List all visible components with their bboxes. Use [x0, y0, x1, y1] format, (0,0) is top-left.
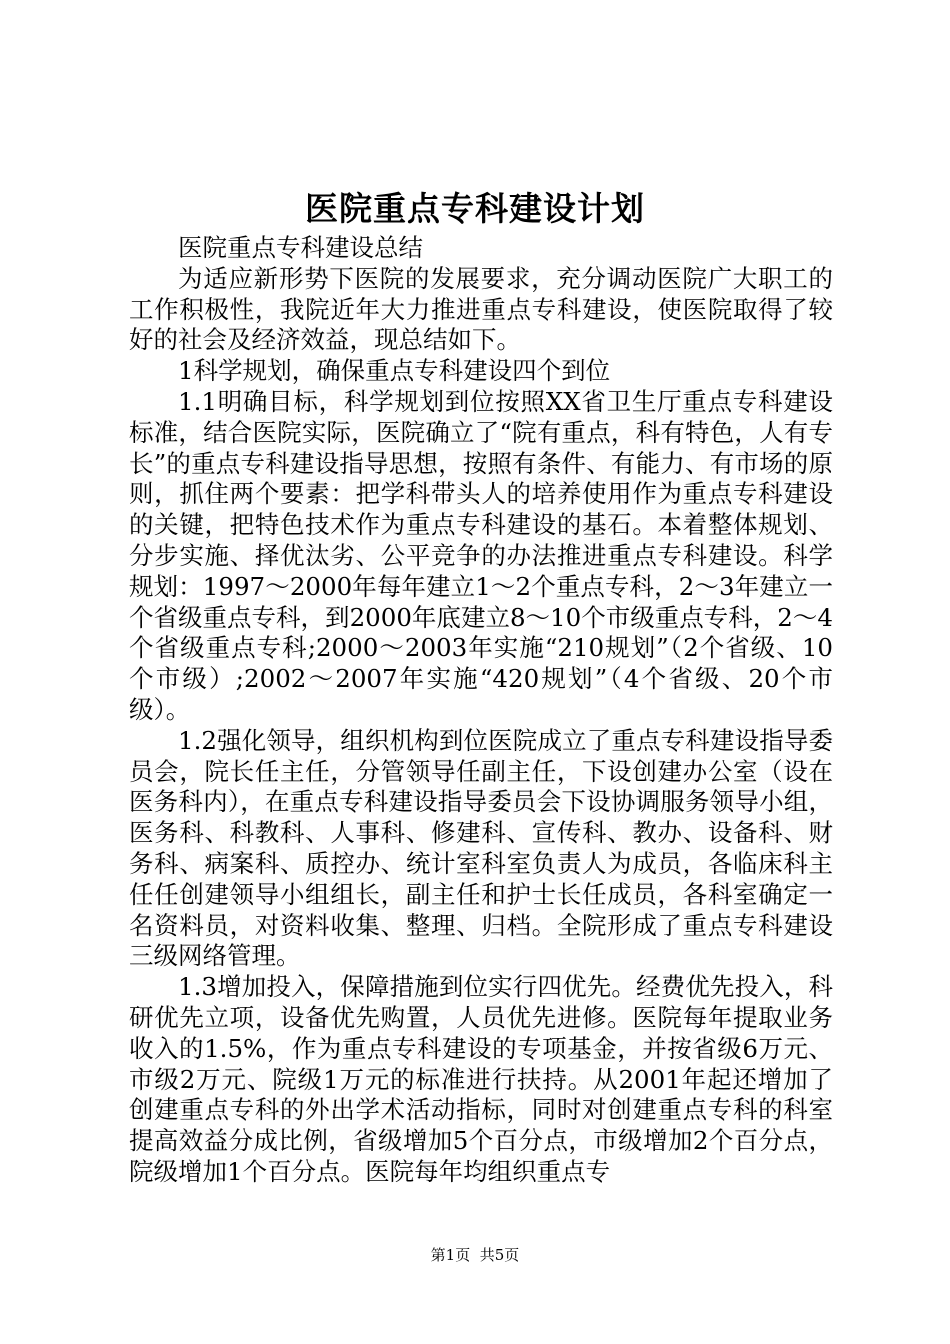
paragraph-subtitle: 医院重点专科建设总结	[178, 233, 423, 262]
paragraph-section-1-1: 1.1明确目标，科学规划到位按照XX省卫生厅重点专科建设标准，结合医院实际，医院确立了“院有重点，科有特色，人有专长”的重点专科建设指导思想，按照有条件、有能力、有市场的原则，抓住两个要素：把学科带头人的培养使用作为重点专科建设的关键，把特色技术作为重点专科建设的基石。本着整体规划、分步实施、择优汰劣、公平竞争的办法推进重点专科建设。科学规划：1997～2000年每年建立1～2个重点专科，2～3年建立一个省级重点专科，到2000年底建立8～10个市级重点专科，2～4个省级重点专科;2000～2003年实施“210规划”（2个省级、10个市级）;2002～2007年实施“420规划”（4个省级、20个市级）。	[129, 386, 833, 724]
footer-spacer	[470, 1246, 480, 1264]
document-body	[129, 233, 833, 1188]
paragraph-section-1-3: 1.3增加投入，保障措施到位实行四优先。经费优先投入，科研优先立项，设备优先购置，人员优先进修。医院每年提取业务收入的1.5%，作为重点专科建设的专项基金，并按省级6万元、市级2万元、院级1万元的标准进行扶持。从2001年起还增加了创建重点专科的外出学术活动指标，同时对创建重点专科的科室提高效益分成比例，省级增加5个百分点，市级增加2个百分点，院级增加1个百分点。医院每年均组织重点专	[129, 972, 833, 1186]
paragraph-intro: 为适应新形势下医院的发展要求，充分调动医院广大职工的工作积极性，我院近年大力推进重点专科建设，使医院取得了较好的社会及经济效益，现总结如下。	[129, 263, 833, 355]
page-number: 第1页	[430, 1246, 471, 1264]
page-footer	[0, 1245, 950, 1265]
page-total: 共5页	[479, 1246, 520, 1264]
document-title: 医院重点专科建设计划	[305, 189, 645, 228]
paragraph-section-1-2: 1.2强化领导，组织机构到位医院成立了重点专科建设指导委员会，院长任主任，分管领导任副主任，下设创建办公室（设在医务科内），在重点专科建设指导委员会下设协调服务领导小组，医务科、科教科、人事科、修建科、宣传科、教办、设备科、财务科、病案科、质控办、统计室科室负责人为成员，各临床科主任任创建领导小组组长，副主任和护士长任成员，各科室确定一名资料员，对资料收集、整理、归档。全院形成了重点专科建设三级网络管理。	[129, 725, 833, 971]
paragraph-section-1-heading: 1科学规划，确保重点专科建设四个到位	[178, 356, 611, 386]
